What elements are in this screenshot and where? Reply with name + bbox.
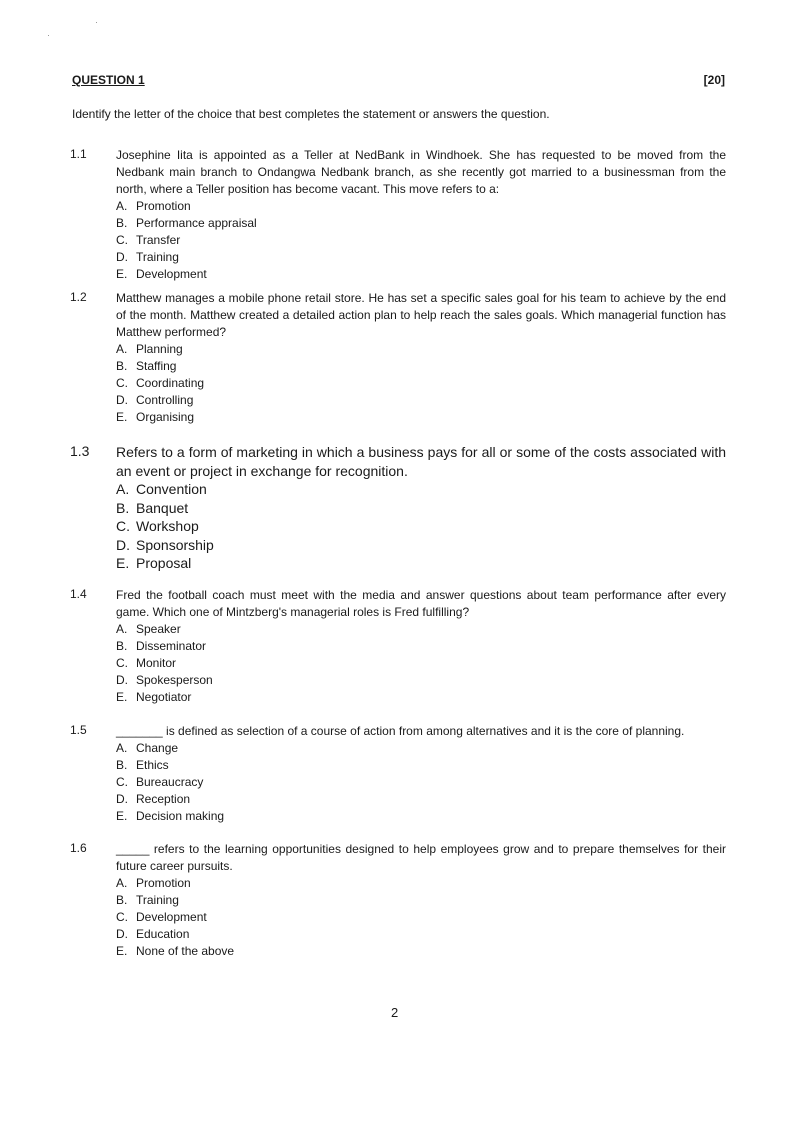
option-letter: C. bbox=[116, 910, 128, 924]
option-item bbox=[116, 892, 726, 909]
option-item bbox=[116, 774, 726, 791]
option-item bbox=[116, 517, 726, 536]
question-text: Refers to a form of marketing in which a business pays for all or some of the costs associated with an event or project in exchange for recognition. bbox=[116, 444, 726, 479]
option-item bbox=[116, 249, 726, 266]
question-number: 1.4 bbox=[70, 587, 87, 601]
option-list bbox=[116, 875, 726, 960]
option-letter: A. bbox=[116, 876, 128, 890]
question-text: _____ refers to the learning opportunities designed to help employees grow and to prepare themselves for their future career pursuits. bbox=[116, 842, 726, 873]
option-letter: C. bbox=[116, 233, 128, 247]
question-marks: [20] bbox=[703, 73, 725, 87]
scan-speck bbox=[48, 35, 49, 36]
option-text: Ethics bbox=[136, 758, 169, 772]
option-text: Spokesperson bbox=[136, 673, 213, 687]
option-letter: D. bbox=[116, 792, 128, 806]
option-text: Development bbox=[136, 267, 207, 281]
option-text: Coordinating bbox=[136, 376, 205, 390]
option-list bbox=[116, 341, 726, 426]
option-text: Change bbox=[136, 741, 179, 755]
question-text: Matthew manages a mobile phone retail store. He has set a specific sales goal for his team to achieve by the end of the month. Matthew created a detailed action plan to help reach the sales goals. Which managerial function has Matthew performed? bbox=[116, 291, 726, 339]
question-1-2 bbox=[70, 290, 726, 426]
option-text: Planning bbox=[136, 342, 183, 356]
option-text: None of the above bbox=[136, 944, 235, 958]
option-text: Speaker bbox=[136, 622, 181, 636]
option-text: Workshop bbox=[136, 518, 199, 534]
option-letter: D. bbox=[116, 536, 130, 553]
option-letter: A. bbox=[116, 199, 128, 213]
option-text: Disseminator bbox=[136, 639, 207, 653]
scan-speck bbox=[96, 22, 97, 23]
option-list bbox=[116, 740, 726, 825]
option-letter: C. bbox=[116, 656, 128, 670]
question-1-1 bbox=[70, 147, 726, 283]
option-letter: B. bbox=[116, 639, 128, 653]
question-number: 1.1 bbox=[70, 147, 87, 161]
option-letter: D. bbox=[116, 927, 128, 941]
option-letter: E. bbox=[116, 267, 128, 281]
option-letter: A. bbox=[116, 622, 128, 636]
option-item bbox=[116, 791, 726, 808]
option-item bbox=[116, 266, 726, 283]
option-text: Education bbox=[136, 927, 190, 941]
option-text: Decision making bbox=[136, 809, 225, 823]
option-item bbox=[116, 875, 726, 892]
option-letter: B. bbox=[116, 758, 128, 772]
option-item bbox=[116, 198, 726, 215]
option-item bbox=[116, 740, 726, 757]
option-letter: B. bbox=[116, 499, 130, 516]
question-text: Fred the football coach must meet with the media and answer questions about team performance after every game. Which one of Mintzberg's managerial roles is Fred fulfilling? bbox=[116, 588, 726, 619]
option-letter: C. bbox=[116, 775, 128, 789]
option-letter: D. bbox=[116, 250, 128, 264]
question-number: 1.6 bbox=[70, 841, 87, 855]
question-1-3 bbox=[70, 443, 726, 573]
option-item bbox=[116, 672, 726, 689]
option-item bbox=[116, 536, 726, 555]
option-text: Training bbox=[136, 250, 179, 264]
option-item bbox=[116, 638, 726, 655]
option-item bbox=[116, 232, 726, 249]
option-letter: E. bbox=[116, 690, 128, 704]
option-item bbox=[116, 621, 726, 638]
option-item bbox=[116, 909, 726, 926]
option-text: Performance appraisal bbox=[136, 216, 257, 230]
question-number: 1.5 bbox=[70, 723, 87, 737]
option-letter: E. bbox=[116, 944, 128, 958]
option-letter: C. bbox=[116, 376, 128, 390]
question-1-6 bbox=[70, 841, 726, 960]
option-text: Monitor bbox=[136, 656, 177, 670]
option-letter: B. bbox=[116, 216, 128, 230]
question-text: Josephine Iita is appointed as a Teller at NedBank in Windhoek. She has requested to be moved from the Nedbank main branch to Ondangwa Nedbank branch, as she recently got married to a businessman from the north, where a Teller position has become vacant. This move refers to a: bbox=[116, 148, 726, 196]
option-text: Controlling bbox=[136, 393, 194, 407]
option-text: Reception bbox=[136, 792, 191, 806]
question-number: 1.3 bbox=[70, 443, 90, 459]
option-text: Proposal bbox=[136, 555, 192, 571]
option-letter: E. bbox=[116, 809, 128, 823]
page-number: 2 bbox=[391, 1005, 399, 1020]
option-item bbox=[116, 689, 726, 706]
option-item bbox=[116, 375, 726, 392]
option-letter: E. bbox=[116, 410, 128, 424]
option-item bbox=[116, 215, 726, 232]
option-text: Promotion bbox=[136, 876, 191, 890]
option-letter: B. bbox=[116, 359, 128, 373]
option-text: Organising bbox=[136, 410, 195, 424]
option-item bbox=[116, 480, 726, 499]
option-item bbox=[116, 499, 726, 518]
question-1-4 bbox=[70, 587, 726, 706]
option-letter: B. bbox=[116, 893, 128, 907]
option-text: Bureaucracy bbox=[136, 775, 204, 789]
option-text: Convention bbox=[136, 481, 207, 497]
option-item bbox=[116, 655, 726, 672]
question-title: QUESTION 1 bbox=[72, 73, 145, 87]
option-letter: C. bbox=[116, 518, 130, 534]
option-text: Negotiator bbox=[136, 690, 192, 704]
option-item bbox=[116, 358, 726, 375]
question-1-5 bbox=[70, 723, 726, 825]
question-text: _______ is defined as selection of a course of action from among alternatives and it is the core of planning. bbox=[116, 724, 685, 738]
option-item bbox=[116, 554, 726, 573]
option-text: Training bbox=[136, 893, 179, 907]
option-text: Development bbox=[136, 910, 207, 924]
instruction-text: Identify the letter of the choice that best completes the statement or answers the question. bbox=[72, 107, 550, 121]
option-list bbox=[116, 621, 726, 706]
option-letter: D. bbox=[116, 393, 128, 407]
option-text: Promotion bbox=[136, 199, 191, 213]
option-item bbox=[116, 943, 726, 960]
option-item bbox=[116, 926, 726, 943]
question-number: 1.2 bbox=[70, 290, 87, 304]
option-item bbox=[116, 392, 726, 409]
option-item bbox=[116, 757, 726, 774]
option-text: Transfer bbox=[136, 233, 181, 247]
option-list bbox=[116, 198, 726, 283]
option-item bbox=[116, 808, 726, 825]
option-letter: A. bbox=[116, 342, 128, 356]
option-list bbox=[116, 480, 726, 573]
option-item bbox=[116, 409, 726, 426]
option-item bbox=[116, 341, 726, 358]
option-letter: A. bbox=[116, 481, 130, 497]
option-letter: D. bbox=[116, 673, 128, 687]
option-letter: A. bbox=[116, 741, 128, 755]
option-text: Staffing bbox=[136, 359, 177, 373]
option-text: Banquet bbox=[136, 499, 189, 516]
option-letter: E. bbox=[116, 555, 130, 571]
option-text: Sponsorship bbox=[136, 536, 214, 553]
